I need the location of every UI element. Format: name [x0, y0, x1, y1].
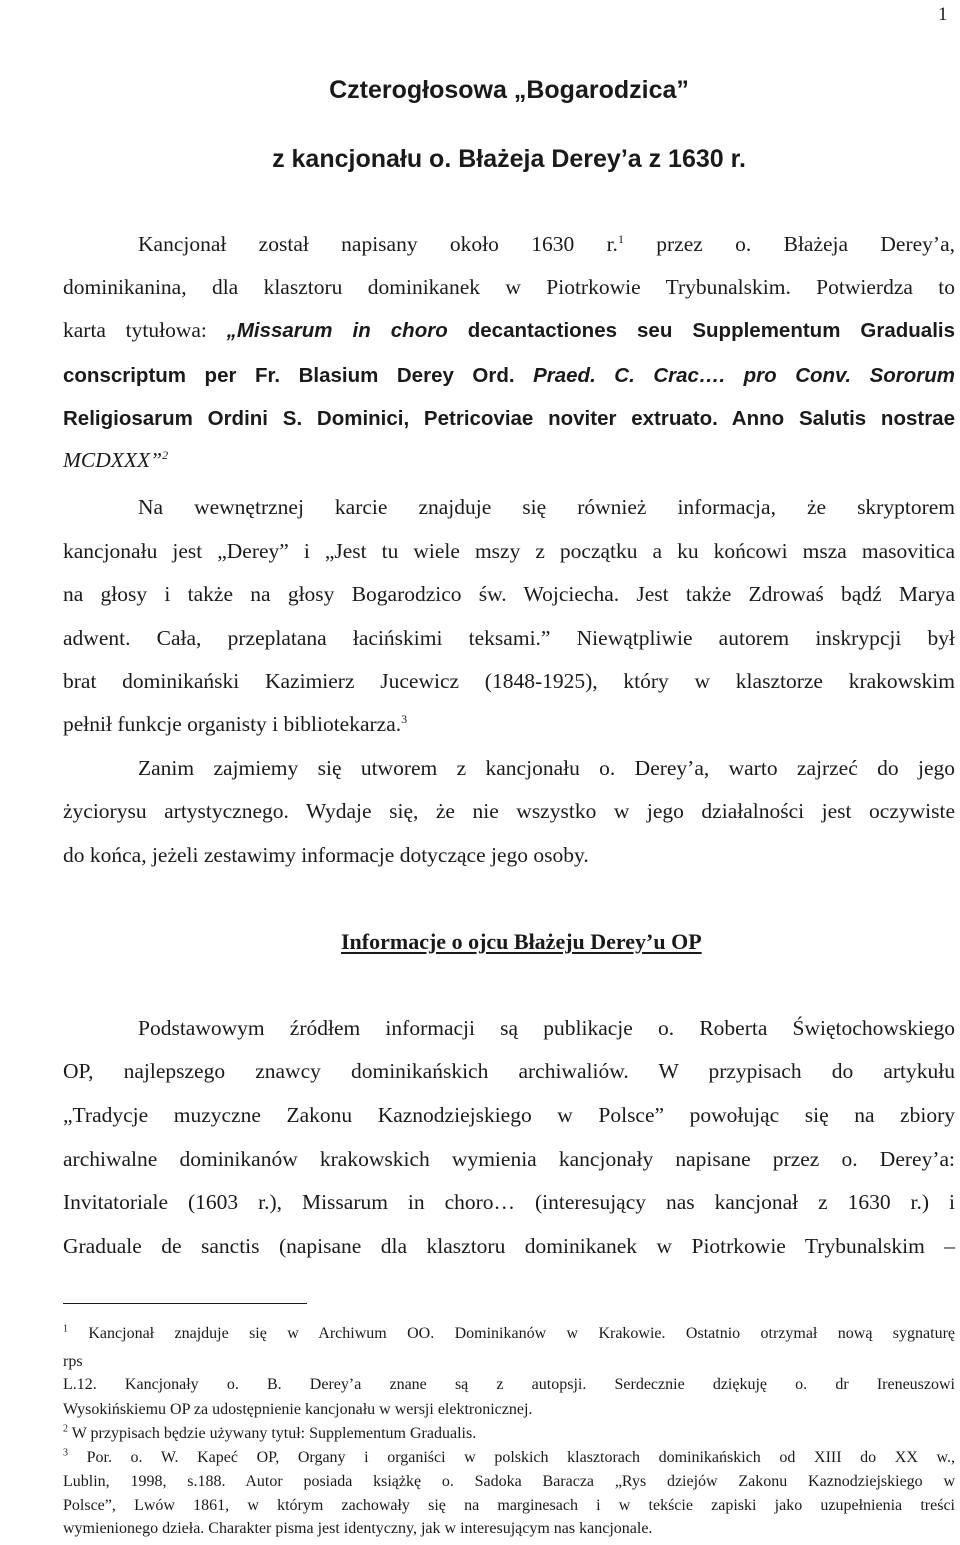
page-number: 1: [938, 4, 948, 25]
document-title: Czterogłosowa „Bogarodzica”: [329, 76, 689, 104]
para4-line3: „Tradycje muzyczne Zakonu Kaznodziejskiego w Polsce” powołując się na zbiory: [63, 1103, 955, 1127]
footnote-3-line2: Lublin, 1998, s.188. Autor posiada książkę o. Sadoka Baracza „Rys dziejów Zakonu Kaznodziejskiego w: [63, 1473, 955, 1490]
para1-line6: MCDXXX”$^2$: [63, 447, 169, 472]
footnote-1-line1: $^1$ Kancjonał znajduje się w Archiwum OO. Dominikanów w Krakowie. Ostatnio otrzymał nową sygnaturę: [63, 1323, 955, 1342]
para4-line2: OP, najlepszego znawcy dominikańskich archiwaliów. W przypisach do artykułu: [63, 1059, 955, 1083]
para2-line5: brat dominikański Kazimierz Jucewicz (1848-1925), który w klasztorze krakowskim: [63, 669, 955, 693]
para3-line2: życiorysu artystycznego. Wydaje się, że nie wszystko w jego działalności jest oczywiste: [63, 799, 955, 823]
para2-line1: Na wewnętrznej karcie znajduje się również informacja, że skryptorem: [138, 495, 955, 519]
para2-line6: pełnił funkcje organisty i bibliotekarza.$^3$: [63, 711, 408, 736]
footnote-3-line3: Polsce”, Lwów 1861, w którym zachowały się na marginesach i w tekście zapiski jako uzupełnienia treści: [63, 1497, 955, 1514]
para1-line4: conscriptum per Fr. Blasium Derey Ord. Praed. C. Crac…. pro Conv. Sororum: [63, 364, 955, 387]
para2-line4: adwent. Cała, przeplatana łacińskimi teksami.” Niewątpliwie autorem inskrypcji był: [63, 626, 955, 650]
para4-line1: Podstawowym źródłem informacji są publikacje o. Roberta Świętochowskiego: [138, 1016, 955, 1040]
para1-line1: Kancjonał został napisany około 1630 r.$^1$ przez o. Błażeja Derey’a,: [138, 231, 955, 256]
section-heading: Informacje o ojcu Błażeju Derey’u OP: [341, 929, 702, 954]
para4-line5: Invitatoriale (1603 r.), Missarum in choro… (interesujący nas kancjonał z 1630 r.) i: [63, 1190, 955, 1214]
footnote-3-line4: wymienionego dzieła. Charakter pisma jest identyczny, jak w interesującym nas kancjonale.: [63, 1520, 653, 1537]
para3-line3: do końca, jeżeli zestawimy informacje dotyczące jego osoby.: [63, 843, 589, 867]
para1-line3: karta tytułowa: „Missarum in choro decantactiones seu Supplementum Gradualis: [63, 318, 955, 342]
document-subtitle: z kancjonału o. Błażeja Derey’a z 1630 r.: [272, 145, 746, 173]
para2-line2: kancjonału jest „Derey” i „Jest tu wiele mszy z początku a ku końcowi msza masovitica: [63, 539, 955, 563]
footnote-ref-2: 2: [162, 447, 169, 462]
footnote-1-line4: Wysokińskiemu OP za udostępnienie kancjonału w wersji elektronicznej.: [63, 1401, 533, 1418]
para1-line2: dominikanina, dla klasztoru dominikanek w Piotrkowie Trybunalskim. Potwierdza to: [63, 275, 955, 299]
footnote-separator: [63, 1303, 307, 1304]
footnote-2: $^2$ W przypisach będzie używany tytuł: Supplementum Gradualis.: [63, 1423, 477, 1442]
para3-line1: Zanim zajmiemy się utworem z kancjonału o. Derey’a, warto zajrzeć do jego: [138, 756, 955, 780]
para4-line4: archiwalne dominikanów krakowskich wymienia kancjonały napisane przez o. Derey’a:: [63, 1147, 955, 1171]
para2-line3: na głosy i także na głosy Bogarodzico św. Wojciecha. Jest także Zdrowaś bądź Marya: [63, 582, 955, 606]
footnote-ref-3: 3: [401, 711, 408, 726]
footnote-1-line2: rps: [63, 1353, 83, 1370]
footnote-ref-1: 1: [617, 231, 624, 246]
para1-line5: Religiosarum Ordini S. Dominici, Petricoviae noviter extruato. Anno Salutis nostrae: [63, 407, 955, 430]
footnote-1-line3: L.12. Kancjonały o. B. Derey’a znane są z autopsji. Serdecznie dziękuję o. dr Ireneuszowi: [63, 1376, 955, 1393]
footnote-3-line1: $^3$ Por. o. W. Kapeć OP, Organy i organiści w polskich klasztorach dominikańskich od XIII do XX w.,: [63, 1447, 955, 1466]
para4-line6: Graduale de sanctis (napisane dla klasztoru dominikanek w Piotrkowie Trybunalskim –: [63, 1234, 955, 1258]
